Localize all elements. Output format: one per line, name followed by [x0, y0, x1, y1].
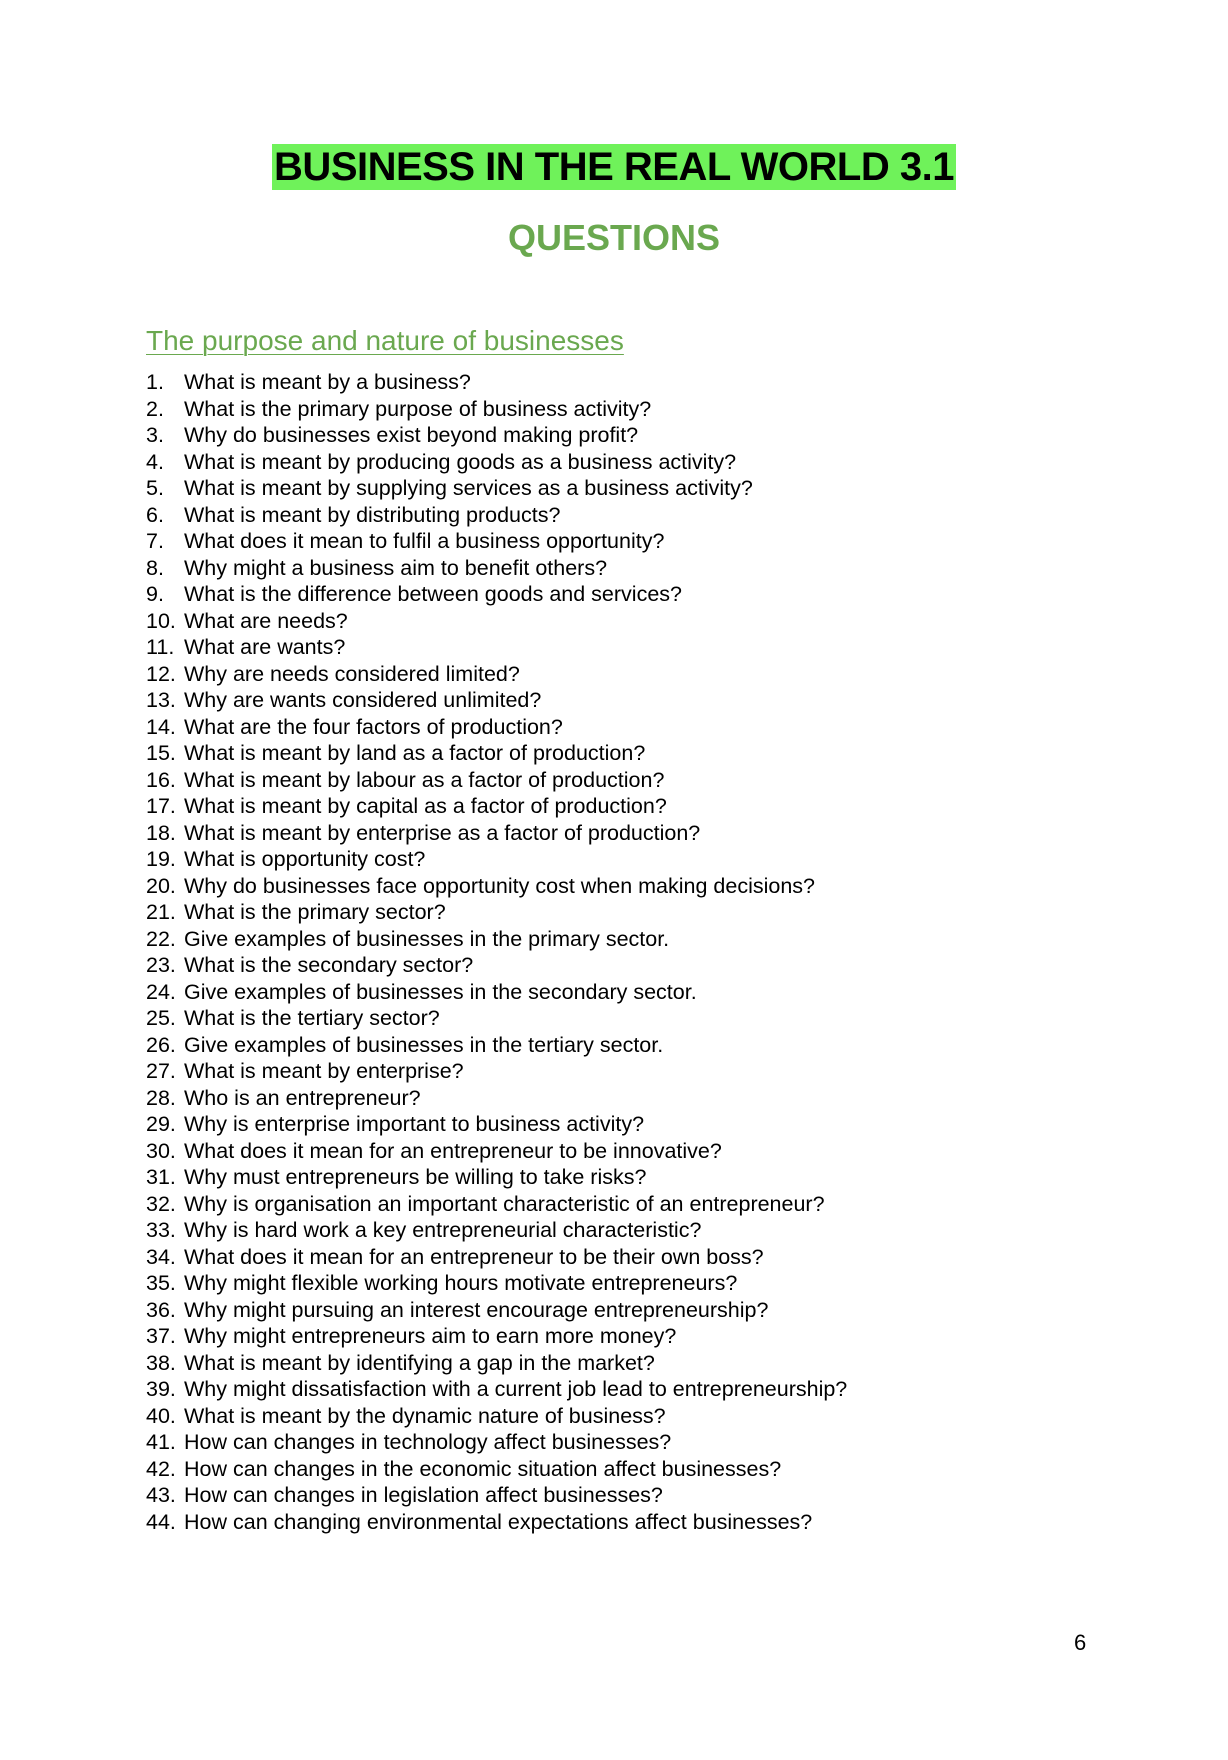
section-heading: The purpose and nature of businesses [146, 325, 624, 356]
question-item [146, 581, 1146, 608]
question-number: 38. [146, 1350, 176, 1375]
question-number: 25. [146, 1006, 176, 1030]
question-number: 4. [146, 449, 164, 474]
question-item [146, 634, 1146, 661]
question-text: What is the secondary sector? [184, 953, 474, 977]
question-item [146, 979, 1146, 1006]
question-number: 23. [146, 953, 176, 977]
question-item [146, 1429, 1146, 1456]
question-number: 8. [146, 555, 164, 580]
question-number: 1. [146, 370, 164, 394]
question-number: 30. [146, 1138, 176, 1163]
question-number: 17. [146, 794, 176, 818]
question-text: Why might entrepreneurs aim to earn more money? [184, 1324, 677, 1348]
question-number: 34. [146, 1244, 176, 1269]
question-item [146, 793, 1146, 820]
question-text: What are wants? [184, 635, 346, 659]
question-item [146, 1217, 1146, 1244]
question-item [146, 1058, 1146, 1085]
question-number: 33. [146, 1218, 176, 1242]
question-text: What is meant by land as a factor of production? [184, 741, 646, 765]
question-number: 5. [146, 476, 164, 500]
question-text: Give examples of businesses in the tertiary sector. [184, 1032, 664, 1057]
question-item [146, 1191, 1146, 1218]
question-item [146, 1403, 1146, 1430]
question-item [146, 1350, 1146, 1377]
question-list [146, 369, 1146, 1535]
question-text: Why might pursuing an interest encourage entrepreneurship? [184, 1297, 769, 1322]
question-text: What is the tertiary sector? [184, 1006, 440, 1030]
question-number: 28. [146, 1085, 176, 1110]
question-text: How can changes in technology affect businesses? [184, 1430, 672, 1454]
question-text: What is meant by the dynamic nature of business? [184, 1403, 666, 1428]
question-item [146, 502, 1146, 529]
question-item [146, 449, 1146, 476]
question-text: What is the primary sector? [184, 900, 446, 924]
question-text: What is meant by identifying a gap in the market? [184, 1350, 655, 1375]
question-number: 26. [146, 1032, 176, 1057]
question-text: What is meant by a business? [184, 370, 471, 394]
question-number: 12. [146, 661, 176, 686]
question-item [146, 714, 1146, 741]
question-number: 20. [146, 873, 176, 898]
question-text: What is meant by distributing products? [184, 502, 561, 527]
question-text: Why do businesses face opportunity cost when making decisions? [184, 873, 816, 898]
question-text: Why might flexible working hours motivate entrepreneurs? [184, 1271, 738, 1295]
question-item [146, 1270, 1146, 1297]
question-text: Why are wants considered unlimited? [184, 688, 542, 712]
question-number: 22. [146, 926, 176, 951]
question-number: 14. [146, 714, 176, 739]
question-text: Why must entrepreneurs be willing to take risks? [184, 1165, 647, 1189]
page-subtitle: QUESTIONS [507, 217, 721, 258]
question-number: 16. [146, 767, 176, 792]
question-text: What is meant by labour as a factor of production? [184, 767, 665, 792]
question-number: 27. [146, 1059, 176, 1083]
question-text: What is meant by supplying services as a business activity? [184, 476, 753, 500]
question-item [146, 820, 1146, 847]
question-number: 6. [146, 502, 164, 527]
question-number: 7. [146, 529, 164, 553]
question-number: 2. [146, 396, 164, 421]
question-item [146, 1085, 1146, 1112]
question-text: How can changes in the economic situation affect businesses? [184, 1456, 782, 1481]
question-item [146, 475, 1146, 502]
question-item [146, 767, 1146, 794]
question-number: 3. [146, 423, 164, 447]
question-number: 24. [146, 979, 176, 1004]
question-text: What is meant by enterprise as a factor of production? [184, 820, 701, 845]
question-text: Why might a business aim to benefit others? [184, 555, 608, 580]
question-text: What does it mean for an entrepreneur to be innovative? [184, 1138, 722, 1163]
question-text: Why is enterprise important to business activity? [184, 1112, 645, 1136]
question-item [146, 740, 1146, 767]
question-text: Why do businesses exist beyond making profit? [184, 423, 639, 447]
question-number: 35. [146, 1271, 176, 1295]
question-number: 37. [146, 1324, 176, 1348]
question-number: 15. [146, 741, 176, 765]
question-text: What is meant by enterprise? [184, 1059, 464, 1083]
question-text: How can changes in legislation affect businesses? [184, 1483, 663, 1507]
question-number: 21. [146, 900, 176, 924]
question-item [146, 1376, 1146, 1403]
question-item [146, 1111, 1146, 1138]
page-number: 6 [1074, 1630, 1087, 1655]
question-item [146, 661, 1146, 688]
question-number: 10. [146, 608, 176, 633]
question-number: 41. [146, 1430, 176, 1454]
question-item [146, 528, 1146, 555]
question-text: Why are needs considered limited? [184, 661, 520, 686]
question-number: 18. [146, 820, 176, 845]
question-text: What is opportunity cost? [184, 847, 426, 871]
question-text: What are needs? [184, 608, 348, 633]
question-item [146, 873, 1146, 900]
question-item [146, 846, 1146, 873]
question-item [146, 555, 1146, 582]
question-text: Why is hard work a key entrepreneurial characteristic? [184, 1218, 702, 1242]
question-item [146, 608, 1146, 635]
question-item [146, 422, 1146, 449]
question-number: 36. [146, 1297, 176, 1322]
question-number: 44. [146, 1509, 176, 1534]
question-number: 19. [146, 847, 176, 871]
question-item [146, 1005, 1146, 1032]
question-text: How can changing environmental expectations affect businesses? [184, 1509, 813, 1534]
question-number: 13. [146, 688, 176, 712]
question-item [146, 1297, 1146, 1324]
page-title: BUSINESS IN THE REAL WORLD 3.1 [274, 145, 954, 189]
question-number: 31. [146, 1165, 176, 1189]
question-number: 29. [146, 1112, 176, 1136]
question-item [146, 926, 1146, 953]
question-item [146, 1482, 1146, 1509]
question-item [146, 396, 1146, 423]
question-text: What is meant by producing goods as a business activity? [184, 449, 737, 474]
question-text: What does it mean to fulfil a business opportunity? [184, 529, 665, 553]
title-container [0, 144, 1228, 190]
question-item [146, 1456, 1146, 1483]
question-item [146, 1323, 1146, 1350]
question-number: 11. [146, 635, 175, 659]
question-text: What is meant by capital as a factor of production? [184, 794, 667, 818]
question-text: Who is an entrepreneur? [184, 1085, 421, 1110]
question-text: Why is organisation an important characteristic of an entrepreneur? [184, 1191, 825, 1216]
question-text: Give examples of businesses in the secondary sector. [184, 979, 697, 1004]
question-item [146, 687, 1146, 714]
question-text: What is the primary purpose of business activity? [184, 396, 652, 421]
question-number: 9. [146, 582, 164, 606]
question-item [146, 1244, 1146, 1271]
question-number: 40. [146, 1403, 176, 1428]
question-number: 43. [146, 1483, 176, 1507]
question-item [146, 1032, 1146, 1059]
question-item [146, 952, 1146, 979]
question-number: 39. [146, 1377, 176, 1401]
question-item [146, 369, 1146, 396]
question-item [146, 899, 1146, 926]
question-item [146, 1138, 1146, 1165]
question-number: 42. [146, 1456, 176, 1481]
question-text: What is the difference between goods and services? [184, 582, 682, 606]
question-text: What does it mean for an entrepreneur to be their own boss? [184, 1244, 764, 1269]
question-item [146, 1164, 1146, 1191]
question-text: What are the four factors of production? [184, 714, 563, 739]
question-text: Why might dissatisfaction with a current job lead to entrepreneurship? [184, 1377, 848, 1401]
question-text: Give examples of businesses in the primary sector. [184, 926, 670, 951]
question-number: 32. [146, 1191, 176, 1216]
question-item [146, 1509, 1146, 1536]
